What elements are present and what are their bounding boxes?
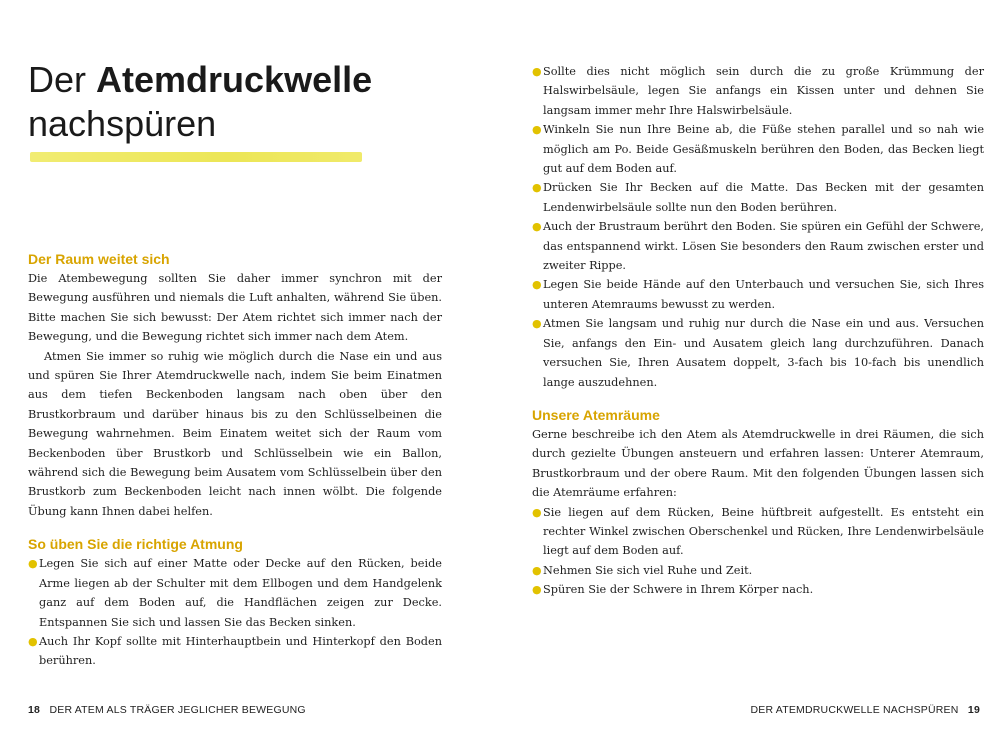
title-prefix: Der: [28, 59, 97, 100]
running-head: DER ATEM ALS TRÄGER JEGLICHER BEWEGUNG: [49, 704, 306, 716]
list-item: ● Sie liegen auf dem Rücken, Beine hüftbreit aufgestellt. Es entsteht ein rechter Winkel zwischen Oberschenkel und Rücken, Ihre Lendenwirbelsäule liegt auf dem Boden auf.: [532, 503, 984, 561]
title-line-2: nachspüren: [28, 103, 217, 144]
bullet-icon: ●: [532, 563, 542, 577]
bullet-icon: ●: [532, 123, 542, 137]
bullet-icon: ●: [28, 634, 38, 648]
footer-left: [28, 704, 306, 716]
bullet-list: [28, 554, 442, 670]
section-heading-raum: Der Raum weitet sich: [28, 251, 170, 267]
right-column: [532, 62, 984, 600]
list-item: ● Legen Sie sich auf einer Matte oder Decke auf den Rücken, beide Arme liegen ab der Schulter mit dem Ellbogen und dem Handgelenk ganz auf dem Boden auf, die Handflächen zeigen zur Decke. Entspannen Sie sich und lassen Sie das Becken sinken.: [28, 554, 442, 632]
left-column: [28, 250, 442, 671]
list-item: ● Sollte dies nicht möglich sein durch die zu große Krümmung der Halswirbelsäule, legen Sie anfangs ein Kissen unter und dehnen Sie langsam immer mehr Ihre Halswirbelsäule.: [532, 62, 984, 120]
section-heading-atmung: So üben Sie die richtige Atmung: [28, 536, 243, 553]
bullet-icon: ●: [532, 278, 542, 292]
section-heading-atemraeume: Unsere Atemräume: [532, 406, 660, 423]
bullet-icon: ●: [532, 505, 542, 519]
page-number: 19: [967, 704, 980, 716]
chapter-title: [28, 58, 428, 146]
list-item: ● Spüren Sie der Schwere in Ihrem Körper nach.: [532, 580, 984, 599]
list-item: ● Nehmen Sie sich viel Ruhe und Zeit.: [532, 561, 984, 580]
bullet-icon: ●: [532, 583, 542, 597]
bullet-icon: ●: [532, 317, 542, 331]
paragraph: Atmen Sie immer so ruhig wie möglich durch die Nase ein und aus und spüren Sie Ihrer Atemdruckwelle nach, indem Sie beim Einatmen aus dem tiefen Beckenboden langsam nach oben über den Brustkorbraum und darüber hinaus bis zu den Schlüsselbeinen die Bewegung wahrnehmen. Beim Einatem weitet sich der Raum vom Beckenboden über Brustkorb und Schlüsselbein wie ein Ballon, während sich die Bewegung beim Ausatem vom Schlüsselbein über den Brustkorb zum Beckenboden leicht nach innen wölbt. Die folgende Übung kann Ihnen dabei helfen.: [28, 349, 442, 518]
bullet-list: [532, 503, 984, 600]
bullet-list: [532, 62, 984, 392]
title-bold: Atemdruckwelle: [96, 59, 373, 100]
running-head: DER ATEMDRUCKWELLE NACHSPÜREN: [750, 704, 959, 716]
footer-right: [750, 704, 980, 716]
list-item: ● Legen Sie beide Hände auf den Unterbauch und versuchen Sie, sich Ihres unteren Atemraums bewusst zu werden.: [532, 275, 984, 314]
page-number: 18: [28, 704, 41, 716]
title-highlight-bar: [30, 152, 362, 162]
paragraph: Gerne beschreibe ich den Atem als Atemdruckwelle in drei Räumen, die sich durch gezielte Übungen ansteuern und erfahren lassen: Unterer Atemraum, Brustkorbraum und der obere Raum. Mit den folgenden Übungen lassen sich die Atemräume erfahren:: [532, 427, 984, 500]
list-item: ● Winkeln Sie nun Ihre Beine ab, die Füße stehen parallel und so nah wie möglich am Po. Beide Gesäßmuskeln berühren den Boden, das Becken liegt gut auf dem Boden auf.: [532, 120, 984, 178]
bullet-icon: ●: [28, 557, 38, 571]
list-item: ● Atmen Sie langsam und ruhig nur durch die Nase ein und aus. Versuchen Sie, anfangs den Ein- und Ausatem gleich lang durchzuführen. Danach versuchen Sie, Ihren Ausatem doppelt, 3-fach bis 10-fach bis unendlich lange auszudehnen.: [532, 314, 984, 392]
right-page: [504, 0, 1008, 738]
bullet-icon: ●: [532, 220, 542, 234]
list-item: ● Drücken Sie Ihr Becken auf die Matte. Das Becken mit der gesamten Lendenwirbelsäule sollte nun den Boden berühren.: [532, 178, 984, 217]
bullet-icon: ●: [532, 181, 542, 195]
list-item: ● Auch Ihr Kopf sollte mit Hinterhauptbein und Hinterkopf den Boden berühren.: [28, 632, 442, 671]
list-item: ● Auch der Brustraum berührt den Boden. Sie spüren ein Gefühl der Schwere, das entspannend wirkt. Lösen Sie besonders den Raum zwischen erster und zweiter Rippe.: [532, 217, 984, 275]
paragraph: Die Atembewegung sollten Sie daher immer synchron mit der Bewegung ausführen und niemals die Luft anhalten, während Sie üben. Bitte machen Sie sich bewusst: Der Atem richtet sich immer nach der Bewegung, und die Bewegung richtet sich immer nach dem Atem.: [28, 272, 442, 344]
bullet-icon: ●: [532, 65, 542, 78]
